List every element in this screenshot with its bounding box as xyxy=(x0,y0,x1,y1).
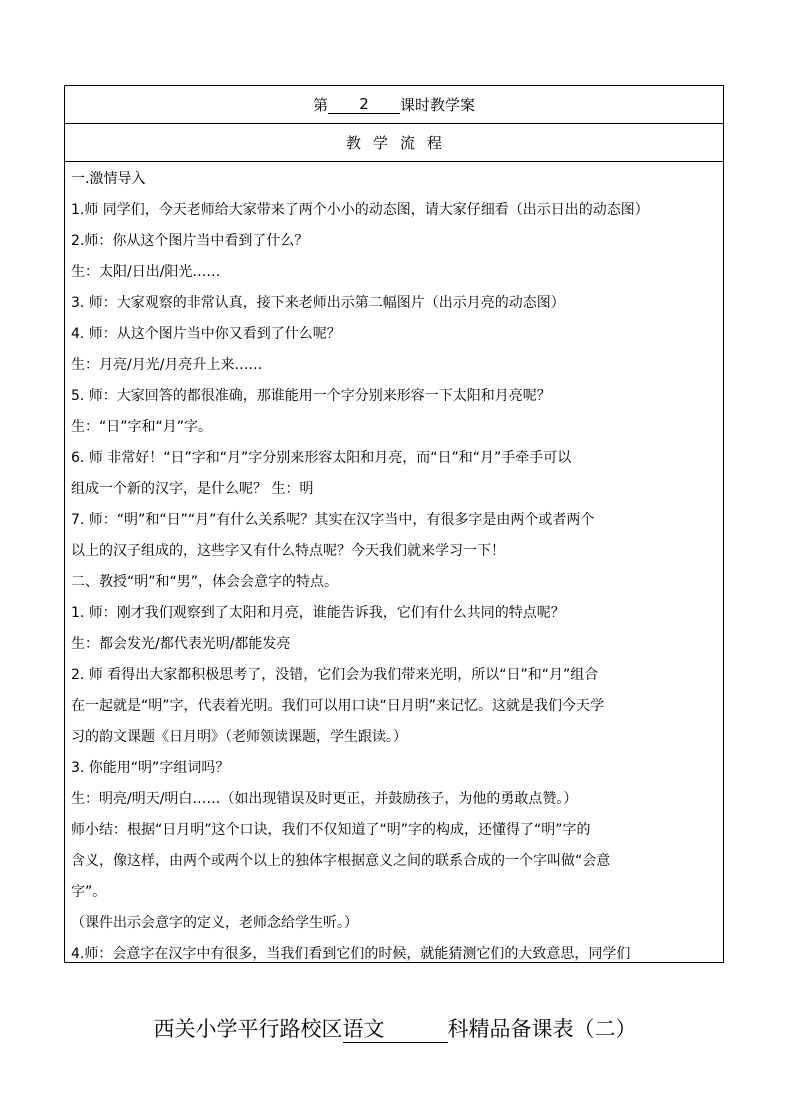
content-line: 生：太阳/日出/阳光…… xyxy=(71,264,221,280)
content-line: 一.激情导入 xyxy=(71,171,146,187)
content-line: 1. 师：刚才我们观察到了太阳和月亮，谁能告诉我，它们有什么共同的特点呢？ xyxy=(71,605,565,621)
content-line: 习的韵文课题《日月明》（老师领读课题，学生跟读。） xyxy=(71,729,407,745)
section-title: 教学流程 xyxy=(65,124,723,162)
lesson-suffix: 课时教学案 xyxy=(400,96,476,114)
content-line: 生：都会发光/都代表光明/都能发亮 xyxy=(71,636,291,652)
content-line: 2. 师 看得出大家都积极思考了，没错，它们会为我们带来光明，所以“日”和“月”组合 xyxy=(71,667,599,683)
content-line: 二、教授“明”和“男”，体会会意字的特点。 xyxy=(71,574,339,590)
content-line: 1.师 同学们，今天老师给大家带来了两个小小的动态图，请大家仔细看（出示日出的动态图） xyxy=(71,202,649,218)
page-footer xyxy=(0,1013,790,1043)
lesson-plan-table xyxy=(64,85,724,963)
content-line: 以上的汉子组成的，这些字又有什么特点呢？今天我们就来学习一下！ xyxy=(71,543,505,559)
content-line: 6. 师 非常好！“日”字和“月”字分别来形容太阳和月亮，而“日”和“月”手牵手可以 xyxy=(71,450,572,466)
content-line: 在一起就是“明”字，代表着光明。我们可以用口诀“日月明”来记忆。这就是我们今天学 xyxy=(71,698,605,714)
content-line: 3. 你能用“明”字组词吗？ xyxy=(71,760,230,776)
content-line: 7. 师：“明”和“日”“月”有什么关系呢？其实在汉字当中，有很多字是由两个或者两个 xyxy=(71,512,595,528)
content-line: 含义，像这样，由两个或两个以上的独体字根据意义之间的联系合成的一个字叫做“会意 xyxy=(71,853,611,869)
lesson-content xyxy=(65,162,723,963)
footer-suffix: 科精品备课表（二） xyxy=(447,1017,637,1041)
content-line: 2.师：你从这个图片当中看到了什么？ xyxy=(71,233,309,249)
footer-school: 西关小学平行路校区 xyxy=(153,1017,343,1041)
content-line: （课件出示会意字的定义，老师念给学生听。） xyxy=(71,915,358,931)
content-line: 3. 师：大家观察的非常认真，接下来老师出示第二幅图片（出示月亮的动态图） xyxy=(71,295,565,311)
content-line: 师小结：根据“日月明”这个口诀，我们不仅知道了“明”字的构成，还懂得了“明”字的 xyxy=(71,822,591,838)
lesson-header-row xyxy=(65,86,723,124)
content-line: 生：月亮/月光/月亮升上来…… xyxy=(71,357,263,373)
lesson-prefix: 第 xyxy=(312,96,328,114)
content-line: 生：明亮/明天/明白……（如出现错误及时更正，并鼓励孩子，为他的勇敢点赞。） xyxy=(71,791,578,807)
content-line: 字”。 xyxy=(71,884,107,900)
content-line: 生：“日”字和“月”字。 xyxy=(71,419,213,435)
content-line: 组成一个新的汉字，是什么呢？ 生：明 xyxy=(71,481,314,497)
footer-subject: 语文 xyxy=(343,1016,448,1043)
content-line: 5. 师：大家回答的都很准确，那谁能用一个字分别来形容一下太阳和月亮呢？ xyxy=(71,388,551,404)
content-line: 4. 师：从这个图片当中你又看到了什么呢？ xyxy=(71,326,341,342)
content-line: 4.师：会意字在汉字中有很多，当我们看到它们的时候，就能猜测它们的大致意思，同学们 xyxy=(71,946,631,962)
lesson-number: 2 xyxy=(328,95,400,114)
